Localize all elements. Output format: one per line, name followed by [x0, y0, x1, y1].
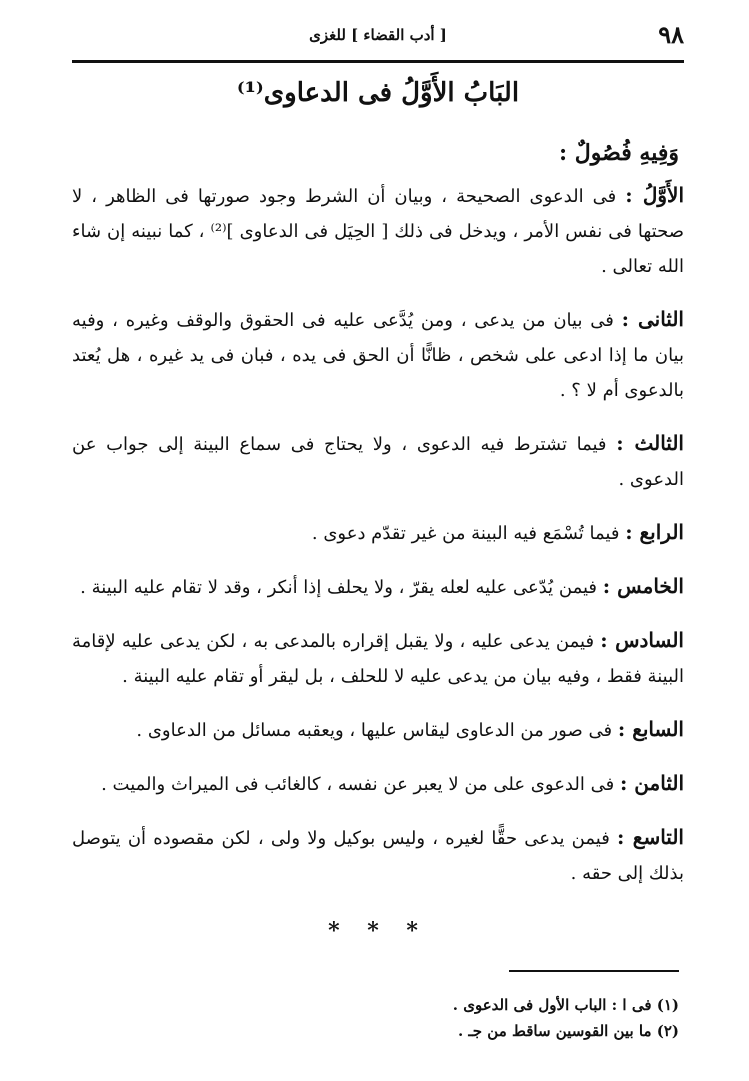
section-label: الثانى : — [621, 307, 684, 331]
section-6 — [72, 623, 684, 694]
section-text: فى بيان من يدعى ، ومن يُدَّعى عليه فى الحقوق والوقف وغيره ، وفيه بيان ما إذا ادعى على شخص ، ظانًّا أن الحق فى يده ، فبان فى يد غيره ، هل يُعتد بالدعوى أم لا ؟ . — [72, 310, 684, 401]
section-label: السابع : — [617, 717, 684, 741]
intro-line: وَفِيهِ فُصُولٌ : — [559, 140, 679, 166]
sections-list — [72, 178, 684, 909]
section-text: فى الدعوى الصحيحة ، وبيان أن الشرط وجود صورتها فى الظاهر ، لا صحتها فى نفس الأمر ، ويدخل فى ذلك [ الحِيَل فى الدعاوى ]⁽²⁾ ، كما نبينه إن شاء الله تعالى . — [72, 186, 684, 277]
chapter-title: البَابُ الأَوَّلُ فى الدعاوى⁽¹⁾ — [236, 78, 520, 108]
section-2 — [72, 302, 684, 408]
page-header — [72, 18, 684, 54]
section-separator: * * * — [328, 918, 428, 944]
section-label: الأَوَّلُ : — [625, 183, 685, 207]
footnotes — [67, 992, 679, 1044]
section-label: السادس : — [600, 628, 684, 652]
section-7 — [72, 712, 684, 748]
section-3 — [72, 426, 684, 497]
footnote-2: (٢) ما بين القوسين ساقط من جـ . — [457, 1022, 679, 1040]
section-label: الرابع : — [625, 520, 684, 544]
section-text: فيمن يدعى عليه ، ولا يقبل إقراره بالمدعى به ، لكن يدعى عليه لإقامة البينة فقط ، وفيه بيان من يدعى عليه لا للحلف ، بل ليقر أو تقام عليه البينة . — [72, 631, 684, 687]
footnote-rule — [509, 970, 679, 972]
page-number: ٩٨ — [658, 20, 684, 49]
section-text: فيما تُسْمَع فيه البينة من غير تقدّم دعوى . — [311, 523, 620, 544]
section-text: فى صور من الدعاوى ليقاس عليها ، ويعقبه مسائل من الدعاوى . — [136, 720, 613, 741]
footnote-1: (١) فى ا : الباب الأول فى الدعوى . — [452, 996, 679, 1014]
section-text: فيمن يدعى حقًّا لغيره ، وليس بوكيل ولا ولى ، لكن مقصوده أن يتوصل بذلك إلى حقه . — [72, 828, 684, 884]
section-label: الخامس : — [602, 574, 684, 598]
section-text: فى الدعوى على من لا يعبر عن نفسه ، كالغائب فى الميراث والميت . — [101, 774, 615, 795]
section-5 — [72, 569, 684, 605]
section-4 — [72, 515, 684, 551]
section-text: فيما تشترط فيه الدعوى ، ولا يحتاج فى سماع البينة إلى جواب عن الدعوى . — [72, 434, 684, 490]
section-9 — [72, 820, 684, 891]
running-head: [ أدب القضاء ] للغزى — [309, 26, 447, 44]
header-rule — [72, 60, 684, 63]
section-8 — [72, 766, 684, 802]
section-label: الثالث : — [616, 431, 684, 455]
section-label: التاسع : — [617, 825, 684, 849]
section-label: الثامن : — [619, 771, 684, 795]
section-text: فيمن يُدّعى عليه لعله يقرّ ، ولا يحلف إذا أنكر ، وقد لا تقام عليه البينة . — [80, 577, 598, 598]
section-1 — [72, 178, 684, 284]
